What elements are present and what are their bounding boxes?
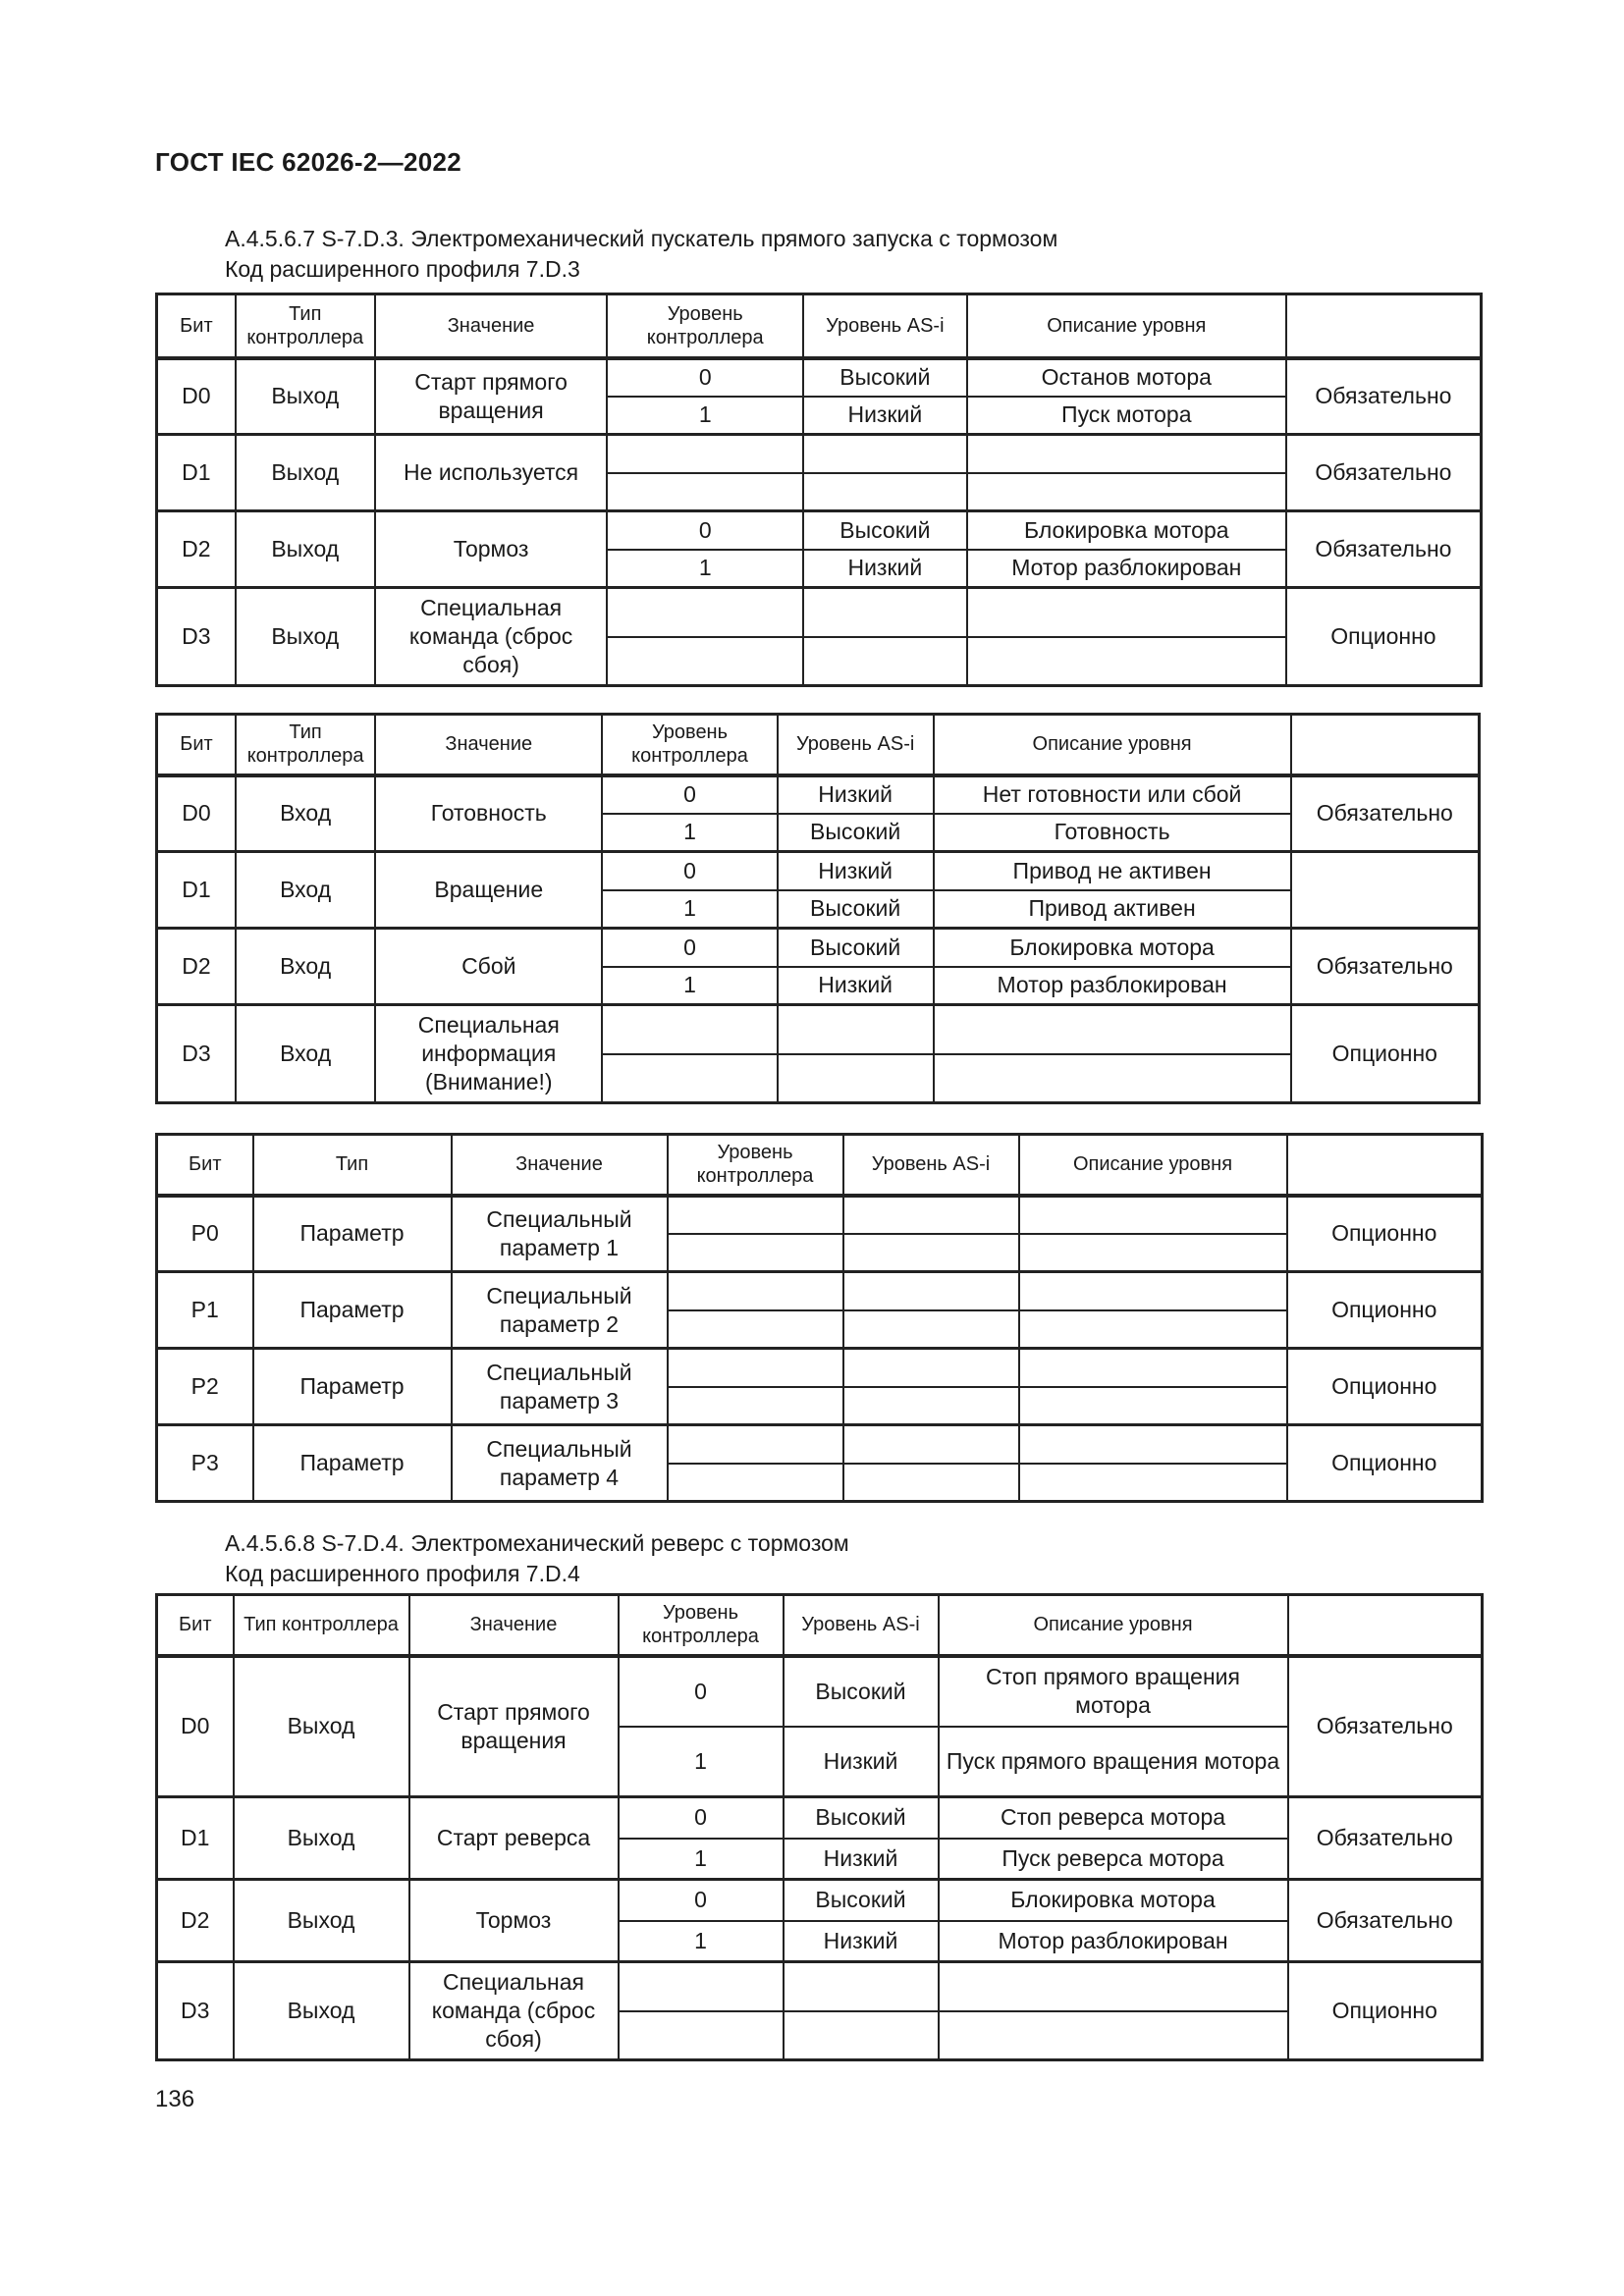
meaning-cell: Старт прямого вращения [409,1656,619,1797]
section-subtitle: Код расширенного профиля 7.D.3 [225,256,580,282]
bit-cell: P1 [157,1272,253,1349]
level-description-cell [1019,1387,1287,1425]
controller-level-cell: 1 [619,1727,784,1797]
asi-level-cell: Высокий [778,814,934,852]
bit-cell: D0 [157,1656,234,1797]
requirement-cell: Обязательно [1286,511,1482,588]
controller-level-cell [668,1234,843,1272]
level-description-cell: Стоп прямого вращения мотора [939,1656,1288,1727]
asi-level-cell [843,1272,1019,1310]
meaning-cell: Специальный параметр 3 [452,1349,668,1425]
requirement-cell: Обязательно [1288,1797,1483,1880]
controller-level-cell: 1 [619,1921,784,1962]
asi-level-cell: Низкий [784,1921,939,1962]
level-description-cell: Мотор разблокирован [939,1921,1288,1962]
level-description-cell [967,473,1286,511]
meaning-cell: Вращение [375,852,602,929]
type-cell: Параметр [253,1272,452,1349]
table-row [157,511,1482,550]
meaning-cell: Сбой [375,929,602,1005]
type-cell: Параметр [253,1425,452,1502]
level-description-cell [1019,1349,1287,1387]
level-description-cell [939,2011,1288,2060]
controller-level-cell [668,1425,843,1464]
table-row [157,1349,1483,1387]
column-header: Тип контроллера [234,1595,409,1656]
requirement-cell: Опционно [1287,1349,1483,1425]
requirement-cell: Опционно [1291,1005,1480,1103]
controller-level-cell: 0 [619,1880,784,1921]
controller-level-cell [607,473,803,511]
meaning-cell: Старт прямого вращения [375,358,608,435]
asi-level-cell [803,435,967,473]
table-row [157,1425,1483,1464]
asi-level-cell: Высокий [803,358,967,397]
table-row [157,1196,1483,1234]
bit-cell: P3 [157,1425,253,1502]
bit-cell: D1 [157,852,236,929]
asi-level-cell [803,637,967,686]
controller-level-cell: 0 [607,511,803,550]
column-header: Значение [375,715,602,775]
table-row [157,358,1482,397]
level-description-cell: Блокировка мотора [967,511,1286,550]
column-header: Описание уровня [939,1595,1288,1656]
column-header: Бит [157,1595,234,1656]
column-header: Уровень AS-i [803,294,967,358]
bit-cell: D0 [157,775,236,852]
level-description-cell: Готовность [934,814,1291,852]
asi-level-cell: Низкий [803,397,967,435]
column-header [1287,1135,1483,1196]
column-header: Значение [375,294,608,358]
level-description-cell: Блокировка мотора [939,1880,1288,1921]
bit-cell: D2 [157,1880,234,1962]
column-header: Уровень контроллера [602,715,777,775]
asi-level-cell [843,1196,1019,1234]
meaning-cell: Тормоз [409,1880,619,1962]
meaning-cell: Специальный параметр 2 [452,1272,668,1349]
column-header: Тип контроллера [236,715,375,775]
column-header: Уровень AS-i [784,1595,939,1656]
meaning-cell: Старт реверса [409,1797,619,1880]
level-description-cell [934,1054,1291,1103]
table-row [157,852,1480,890]
column-header: Описание уровня [967,294,1286,358]
type-cell: Параметр [253,1196,452,1272]
column-header: Тип контроллера [236,294,375,358]
level-description-cell [967,637,1286,686]
table-row [157,1962,1483,2011]
asi-level-cell: Высокий [784,1656,939,1727]
controller-level-cell [607,588,803,637]
column-header [1291,715,1480,775]
controller-level-cell: 0 [619,1797,784,1839]
controller-level-cell: 1 [619,1839,784,1880]
asi-level-cell [843,1425,1019,1464]
asi-level-cell [784,1962,939,2011]
column-header: Описание уровня [934,715,1291,775]
profile-table-7d3-inputs [155,713,1481,1104]
requirement-cell: Опционно [1288,1962,1483,2060]
level-description-cell: Мотор разблокирован [934,967,1291,1005]
requirement-cell: Обязательно [1291,775,1480,852]
requirement-cell: Обязательно [1286,435,1482,511]
column-header: Уровень AS-i [843,1135,1019,1196]
column-header: Тип [253,1135,452,1196]
type-cell: Выход [234,1656,409,1797]
meaning-cell: Готовность [375,775,602,852]
bit-cell: D0 [157,358,236,435]
controller-level-cell [602,1005,777,1054]
level-description-cell: Мотор разблокирован [967,550,1286,588]
type-cell: Выход [234,1962,409,2060]
asi-level-cell: Низкий [784,1727,939,1797]
column-header: Уровень контроллера [668,1135,843,1196]
level-description-cell: Пуск реверса мотора [939,1839,1288,1880]
asi-level-cell: Низкий [778,852,934,890]
level-description-cell [939,1962,1288,2011]
level-description-cell [1019,1196,1287,1234]
level-description-cell [1019,1310,1287,1349]
asi-level-cell [843,1310,1019,1349]
column-header: Значение [409,1595,619,1656]
requirement-cell: Обязательно [1288,1880,1483,1962]
type-cell: Выход [236,511,375,588]
column-header: Описание уровня [1019,1135,1287,1196]
requirement-cell: Обязательно [1288,1656,1483,1797]
table-row [157,775,1480,814]
column-header: Бит [157,715,236,775]
table-row [157,588,1482,637]
level-description-cell: Блокировка мотора [934,929,1291,967]
page-number: 136 [155,2086,195,2112]
asi-level-cell [803,588,967,637]
column-header: Бит [157,294,236,358]
type-cell: Вход [236,852,375,929]
meaning-cell: Тормоз [375,511,608,588]
level-description-cell [1019,1234,1287,1272]
type-cell: Выход [234,1880,409,1962]
requirement-cell: Опционно [1286,588,1482,686]
controller-level-cell: 0 [602,929,777,967]
controller-level-cell: 1 [602,967,777,1005]
column-header [1288,1595,1483,1656]
level-description-cell: Нет готовности или сбой [934,775,1291,814]
meaning-cell: Специальная команда (сброс сбоя) [375,588,608,686]
controller-level-cell: 1 [607,550,803,588]
controller-level-cell [668,1349,843,1387]
asi-level-cell [784,2011,939,2060]
section-caption-7d3 [225,224,1057,285]
type-cell: Выход [234,1797,409,1880]
controller-level-cell: 1 [602,890,777,929]
asi-level-cell: Низкий [784,1839,939,1880]
profile-table-7d4-outputs [155,1593,1484,2061]
controller-level-cell [668,1196,843,1234]
level-description-cell: Пуск мотора [967,397,1286,435]
controller-level-cell [668,1464,843,1502]
table-row [157,435,1482,473]
type-cell: Вход [236,775,375,852]
level-description-cell [967,588,1286,637]
level-description-cell: Останов мотора [967,358,1286,397]
column-header: Значение [452,1135,668,1196]
bit-cell: D1 [157,435,236,511]
level-description-cell: Привод не активен [934,852,1291,890]
asi-level-cell [843,1349,1019,1387]
bit-cell: D2 [157,511,236,588]
asi-level-cell [803,473,967,511]
bit-cell: P0 [157,1196,253,1272]
asi-level-cell [843,1234,1019,1272]
controller-level-cell [668,1310,843,1349]
table-row [157,1005,1480,1054]
column-header: Уровень контроллера [619,1595,784,1656]
controller-level-cell: 0 [602,852,777,890]
level-description-cell: Стоп реверса мотора [939,1797,1288,1839]
level-description-cell: Пуск прямого вращения мотора [939,1727,1288,1797]
section-title: А.4.5.6.8 S-7.D.4. Электромеханический реверс с тормозом [225,1530,849,1556]
controller-level-cell: 1 [607,397,803,435]
asi-level-cell: Низкий [803,550,967,588]
meaning-cell: Специальная команда (сброс сбоя) [409,1962,619,2060]
profile-table-7d3-parameters [155,1133,1484,1503]
column-header: Уровень AS-i [778,715,934,775]
level-description-cell [967,435,1286,473]
type-cell: Выход [236,358,375,435]
level-description-cell: Привод активен [934,890,1291,929]
controller-level-cell: 0 [602,775,777,814]
section-subtitle: Код расширенного профиля 7.D.4 [225,1561,580,1586]
controller-level-cell [607,637,803,686]
section-title: А.4.5.6.7 S-7.D.3. Электромеханический пускатель прямого запуска с тормозом [225,226,1058,251]
controller-level-cell [619,1962,784,2011]
bit-cell: D2 [157,929,236,1005]
asi-level-cell: Высокий [778,890,934,929]
level-description-cell [934,1005,1291,1054]
controller-level-cell [607,435,803,473]
asi-level-cell [843,1387,1019,1425]
controller-level-cell: 0 [619,1656,784,1727]
requirement-cell: Опционно [1287,1272,1483,1349]
table-row [157,1272,1483,1310]
requirement-cell [1291,852,1480,929]
controller-level-cell [668,1387,843,1425]
type-cell: Выход [236,588,375,686]
controller-level-cell: 0 [607,358,803,397]
requirement-cell: Обязательно [1291,929,1480,1005]
bit-cell: D3 [157,1005,236,1103]
controller-level-cell [602,1054,777,1103]
column-header: Уровень контроллера [607,294,803,358]
section-caption-7d4 [225,1528,849,1589]
meaning-cell: Специальный параметр 1 [452,1196,668,1272]
table-row [157,1880,1483,1921]
controller-level-cell: 1 [602,814,777,852]
column-header [1286,294,1482,358]
level-description-cell [1019,1425,1287,1464]
table-row [157,1797,1483,1839]
table-row [157,1656,1483,1727]
meaning-cell: Специальная информация (Внимание!) [375,1005,602,1103]
column-header: Бит [157,1135,253,1196]
requirement-cell: Обязательно [1286,358,1482,435]
asi-level-cell [778,1005,934,1054]
bit-cell: D1 [157,1797,234,1880]
asi-level-cell [778,1054,934,1103]
bit-cell: D3 [157,588,236,686]
level-description-cell [1019,1464,1287,1502]
asi-level-cell: Высокий [803,511,967,550]
bit-cell: P2 [157,1349,253,1425]
profile-table-7d3-outputs [155,293,1483,687]
asi-level-cell: Высокий [784,1797,939,1839]
table-row [157,929,1480,967]
controller-level-cell [619,2011,784,2060]
asi-level-cell: Низкий [778,775,934,814]
requirement-cell: Опционно [1287,1196,1483,1272]
type-cell: Выход [236,435,375,511]
type-cell: Параметр [253,1349,452,1425]
level-description-cell [1019,1272,1287,1310]
controller-level-cell [668,1272,843,1310]
meaning-cell: Специальный параметр 4 [452,1425,668,1502]
asi-level-cell: Низкий [778,967,934,1005]
bit-cell: D3 [157,1962,234,2060]
type-cell: Вход [236,1005,375,1103]
asi-level-cell [843,1464,1019,1502]
asi-level-cell: Высокий [778,929,934,967]
meaning-cell: Не используется [375,435,608,511]
type-cell: Вход [236,929,375,1005]
requirement-cell: Опционно [1287,1425,1483,1502]
asi-level-cell: Высокий [784,1880,939,1921]
document-header: ГОСТ IEC 62026-2—2022 [155,147,461,177]
